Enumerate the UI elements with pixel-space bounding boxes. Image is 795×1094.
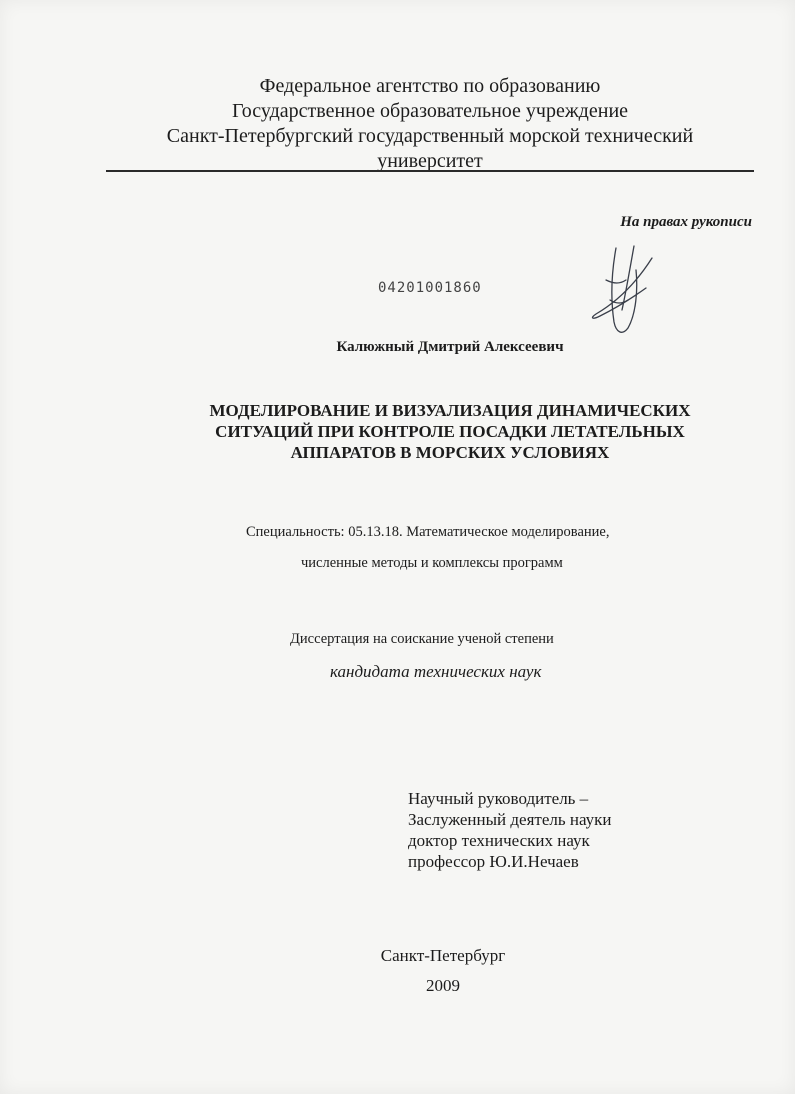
specialty-line-2: численные методы и комплексы программ xyxy=(301,555,563,571)
degree-line: кандидата технических наук xyxy=(330,662,542,681)
supervisor-line-2: Заслуженный деятель науки xyxy=(408,810,612,829)
year: 2009 xyxy=(426,976,460,995)
header-divider xyxy=(106,170,754,172)
header-line-university-name: Санкт-Петербургский государственный морской технический xyxy=(166,125,694,147)
header-line-agency: Федеральное агентство по образованию xyxy=(259,75,601,97)
dissertation-line: Диссертация на соискание ученой степени xyxy=(290,631,554,647)
title-line-1: МОДЕЛИРОВАНИЕ И ВИЗУАЛИЗАЦИЯ ДИНАМИЧЕСКИХ xyxy=(209,401,691,420)
header-line-university: университет xyxy=(377,150,483,172)
supervisor-line-3: доктор технических наук xyxy=(408,831,590,850)
supervisor-line-4: профессор Ю.И.Нечаев xyxy=(408,852,579,871)
header-line-institution-type: Государственное образовательное учреждение xyxy=(231,100,629,122)
supervisor-line-1: Научный руководитель – xyxy=(408,789,589,808)
dissertation-title xyxy=(150,400,750,463)
handwritten-signature xyxy=(576,240,666,340)
institution-header xyxy=(100,74,760,174)
title-line-2: СИТУАЦИЙ ПРИ КОНТРОЛЕ ПОСАДКИ ЛЕТАТЕЛЬНЫХ xyxy=(215,422,685,441)
title-line-3: АППАРАТОВ В МОРСКИХ УСЛОВИЯХ xyxy=(290,443,610,462)
place: Санкт-Петербург xyxy=(380,946,506,965)
inventory-number: 04201001860 xyxy=(378,280,482,296)
specialty-line-1: Специальность: 05.13.18. Математическое моделирование, xyxy=(246,524,610,540)
author-name: Калюжный Дмитрий Алексеевич xyxy=(336,339,564,355)
rights-note: На правах рукописи xyxy=(620,214,752,230)
supervisor-block xyxy=(408,788,612,872)
